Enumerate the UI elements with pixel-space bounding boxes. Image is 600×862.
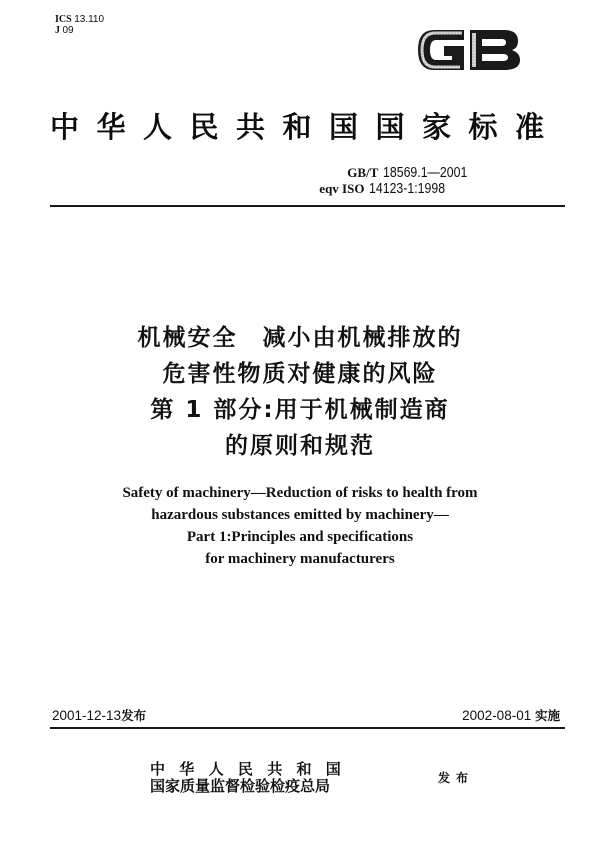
equivalent-standard: eqv ISO 14123-1:1998 [319,181,445,197]
standard-number: GB/T 18569.1—2001 [347,165,468,181]
english-title-line: hazardous substances emitted by machinery— [151,507,449,523]
gb-logo-icon [412,20,524,80]
english-title [0,482,600,570]
publisher [150,761,355,795]
publish-label: 发布 [438,771,475,785]
standard-code [319,165,482,197]
chinese-title-line: 第 1 部分:用于机械制造商 [150,397,450,423]
chinese-title [0,320,600,464]
english-title-line: for machinery manufacturers [205,551,395,567]
chinese-title-line: 的原则和规范 [225,433,375,459]
publisher-line-1: 中华人民共和国 [150,760,356,778]
english-title-line: Part 1:Principles and specifications [186,529,414,545]
publisher-line-2: 国家质量监督检验检疫总局 [150,777,331,795]
footer-divider [50,727,565,729]
chinese-title-line: 危害性物质对健康的风险 [162,361,438,387]
issue-date: 2001-12-13发布 [52,708,147,723]
ccs-code: J 09 [55,25,74,36]
classification-codes [55,14,104,36]
implementation-date: 2002-08-01 实施 [462,708,560,723]
ics-code: ICS 13.110 [55,14,105,25]
header-divider [50,205,565,207]
chinese-title-line: 机械安全 减小由机械排放的 [137,325,463,351]
national-standard-title: 中华人民共和国国家标准 [50,110,550,144]
english-title-line: Safety of machinery—Reduction of risks to health from [122,485,478,501]
